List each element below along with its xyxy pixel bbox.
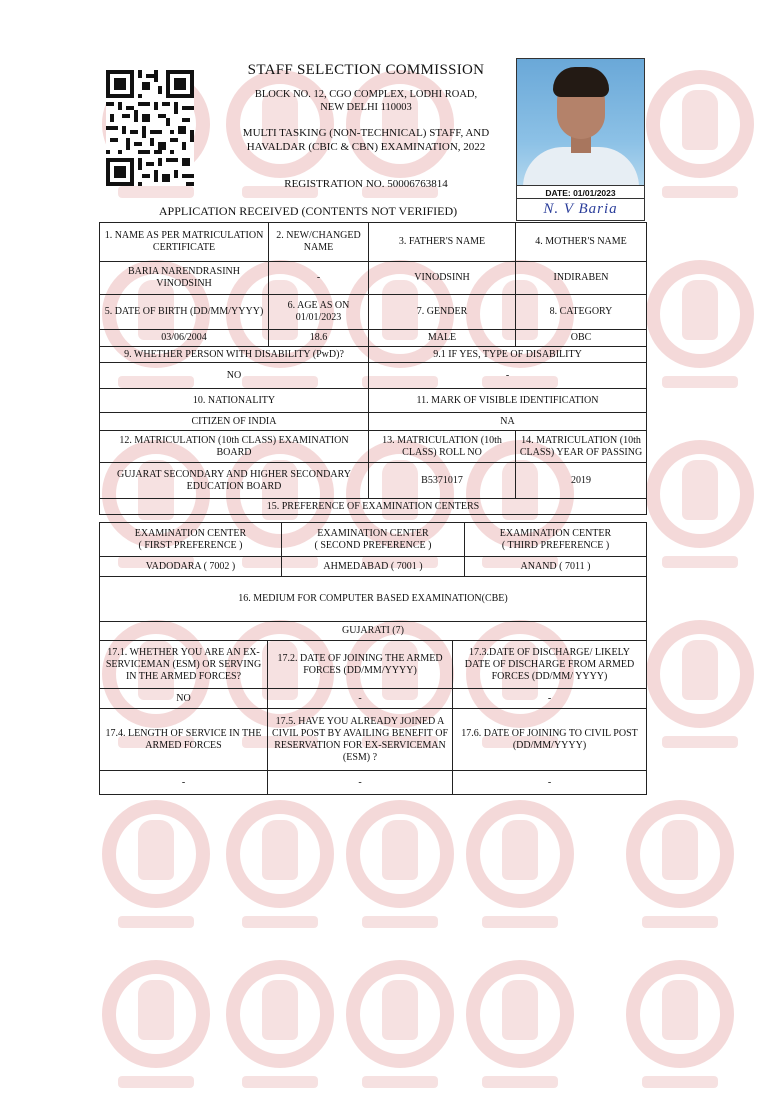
value-cell: NO bbox=[100, 363, 369, 389]
table-row bbox=[100, 641, 647, 689]
table-row bbox=[100, 363, 647, 389]
header-cell bbox=[100, 523, 282, 557]
header-cell: 17.5. HAVE YOU ALREADY JOINED A CIVIL POST BY AVAILING BENEFIT OF RESERVATION FOR EX-SERVICEMAN (ESM) ? bbox=[268, 709, 453, 771]
table-row bbox=[100, 389, 647, 413]
value-cell: AHMEDABAD ( 7001 ) bbox=[282, 557, 465, 577]
value-cell: OBC bbox=[516, 330, 647, 347]
header-cell: 9.1 IF YES, TYPE OF DISABILITY bbox=[369, 347, 647, 363]
candidate-photo bbox=[516, 58, 645, 198]
header-cell: 1. NAME AS PER MATRICULATION CERTIFICATE bbox=[100, 223, 269, 262]
value-cell: BARIA NARENDRASINH VINODSINH bbox=[100, 262, 269, 295]
table-row bbox=[100, 413, 647, 431]
value-cell: - bbox=[453, 771, 647, 795]
table-row bbox=[100, 295, 647, 330]
value-cell: VADODARA ( 7002 ) bbox=[100, 557, 282, 577]
table-row bbox=[100, 557, 647, 577]
header-cell: 2. NEW/CHANGED NAME bbox=[269, 223, 369, 262]
table-row bbox=[100, 463, 647, 499]
exam-line: MULTI TASKING (NON-TECHNICAL) STAFF, AND bbox=[242, 127, 490, 139]
exam-name bbox=[222, 126, 510, 154]
header-cell: 17.6. DATE OF JOINING TO CIVIL POST (DD/MM/YYYY) bbox=[453, 709, 647, 771]
value-cell: - bbox=[453, 689, 647, 709]
value-cell: INDIRABEN bbox=[516, 262, 647, 295]
commission-address bbox=[228, 88, 504, 114]
header-cell: 16. MEDIUM FOR COMPUTER BASED EXAMINATION(CBE) bbox=[100, 577, 647, 622]
application-status: APPLICATION RECEIVED (CONTENTS NOT VERIFIED) bbox=[158, 204, 458, 218]
table-row bbox=[100, 223, 647, 262]
value-cell: 2019 bbox=[516, 463, 647, 499]
center-preference: ( THIRD PREFERENCE ) bbox=[501, 539, 610, 551]
header-cell: 7. GENDER bbox=[369, 295, 516, 330]
medium-table bbox=[99, 576, 647, 641]
application-details-table bbox=[99, 222, 647, 515]
qr-code-icon bbox=[106, 70, 194, 186]
header-cell: 5. DATE OF BIRTH (DD/MM/YYYY) bbox=[100, 295, 269, 330]
header-cell bbox=[282, 523, 465, 557]
value-cell: GUJARAT SECONDARY AND HIGHER SECONDARY EDUCATION BOARD bbox=[100, 463, 369, 499]
value-cell: CITIZEN OF INDIA bbox=[100, 413, 369, 431]
header-cell: 17.3.DATE OF DISCHARGE/ LIKELY DATE OF DISCHARGE FROM ARMED FORCES (DD/MM/ YYYY) bbox=[453, 641, 647, 689]
table-row bbox=[100, 523, 647, 557]
header-cell: 3. FATHER'S NAME bbox=[369, 223, 516, 262]
photo-date: DATE: 01/01/2023 bbox=[516, 185, 645, 199]
header-cell: 4. MOTHER'S NAME bbox=[516, 223, 647, 262]
candidate-signature: N. V Baria bbox=[516, 199, 645, 221]
exam-line: HAVALDAR (CBIC & CBN) EXAMINATION, 2022 bbox=[246, 141, 486, 153]
value-cell: GUJARATI (7) bbox=[100, 622, 647, 641]
table-row bbox=[100, 577, 647, 622]
center-preference: ( SECOND PREFERENCE ) bbox=[314, 539, 432, 551]
header-cell: 14. MATRICULATION (10th CLASS) YEAR OF PASSING bbox=[516, 431, 647, 463]
header-cell: 11. MARK OF VISIBLE IDENTIFICATION bbox=[369, 389, 647, 413]
address-line: BLOCK NO. 12, CGO COMPLEX, LODHI ROAD, bbox=[254, 89, 478, 100]
registration-number: REGISTRATION NO. 50006763814 bbox=[284, 178, 448, 190]
value-cell: ANAND ( 7011 ) bbox=[465, 557, 647, 577]
table-row bbox=[100, 709, 647, 771]
value-cell: 18.6 bbox=[269, 330, 369, 347]
header-cell: 9. WHETHER PERSON WITH DISABILITY (PwD)? bbox=[100, 347, 369, 363]
header-cell: 6. AGE AS ON 01/01/2023 bbox=[269, 295, 369, 330]
value-cell: NA bbox=[369, 413, 647, 431]
header-cell: 17.4. LENGTH OF SERVICE IN THE ARMED FORCES bbox=[100, 709, 268, 771]
address-line: NEW DELHI 110003 bbox=[320, 102, 412, 113]
commission-title: STAFF SELECTION COMMISSION bbox=[247, 62, 485, 78]
exam-center-table bbox=[99, 522, 647, 577]
header-cell: 8. CATEGORY bbox=[516, 295, 647, 330]
value-cell: NO bbox=[100, 689, 268, 709]
table-row bbox=[100, 689, 647, 709]
table-row bbox=[100, 347, 647, 363]
header-cell: 17.2. DATE OF JOINING THE ARMED FORCES (DD/MM/YYYY) bbox=[268, 641, 453, 689]
center-label: EXAMINATION CENTER bbox=[134, 527, 247, 539]
center-label: EXAMINATION CENTER bbox=[499, 527, 612, 539]
header-cell: 10. NATIONALITY bbox=[100, 389, 369, 413]
value-cell: - bbox=[369, 363, 647, 389]
value-cell: B5371017 bbox=[369, 463, 516, 499]
value-cell: - bbox=[100, 771, 268, 795]
value-cell: 03/06/2004 bbox=[100, 330, 269, 347]
value-cell: - bbox=[269, 262, 369, 295]
center-label: EXAMINATION CENTER bbox=[317, 527, 429, 539]
header-cell: 13. MATRICULATION (10th CLASS) ROLL NO bbox=[369, 431, 516, 463]
header-cell: 17.1. WHETHER YOU ARE AN EX-SERVICEMAN (ESM) OR SERVING IN THE ARMED FORCES? bbox=[100, 641, 268, 689]
center-preference: ( FIRST PREFERENCE ) bbox=[138, 539, 243, 551]
value-cell: - bbox=[268, 771, 453, 795]
table-row bbox=[100, 431, 647, 463]
header-cell: 12. MATRICULATION (10th CLASS) EXAMINATION BOARD bbox=[100, 431, 369, 463]
table-row bbox=[100, 262, 647, 295]
table-row bbox=[100, 330, 647, 347]
ex-serviceman-table bbox=[99, 640, 647, 795]
section-header: 15. PREFERENCE OF EXAMINATION CENTERS bbox=[100, 499, 647, 515]
table-row bbox=[100, 771, 647, 795]
table-row bbox=[100, 499, 647, 515]
table-row bbox=[100, 622, 647, 641]
header-cell bbox=[465, 523, 647, 557]
value-cell: MALE bbox=[369, 330, 516, 347]
value-cell: - bbox=[268, 689, 453, 709]
value-cell: VINODSINH bbox=[369, 262, 516, 295]
